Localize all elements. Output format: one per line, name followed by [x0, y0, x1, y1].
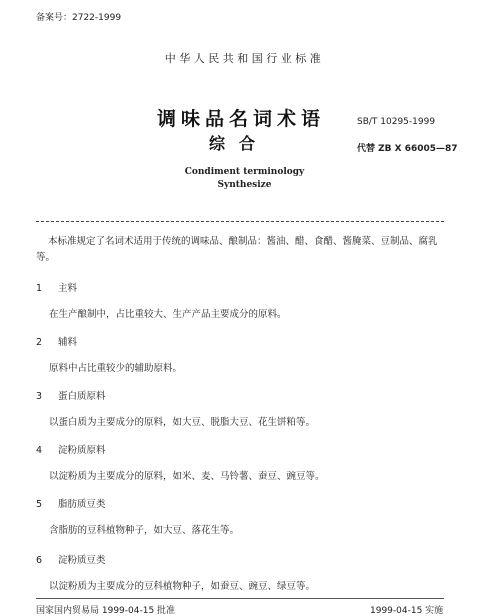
section-body: 原料中占比重较少的辅助原料。: [49, 363, 183, 374]
section-title: 蛋白质原料: [58, 391, 106, 402]
section-number: 1: [36, 283, 43, 294]
document-title: 调味品名词术语: [157, 108, 326, 130]
implementation-date: 1999-04-15 实施: [370, 606, 444, 616]
section-title: 淀粉质豆类: [58, 555, 106, 566]
section-number: 5: [36, 499, 43, 510]
section-body: 在生产酿制中，占比重较大、生产产品主要成分的原料。: [49, 309, 287, 320]
section-number: 4: [36, 445, 43, 456]
section-body: 以蛋白质为主要成分的原料，如大豆、脱脂大豆、花生饼粕等。: [49, 417, 316, 428]
approval-line: 国家国内贸易局 1999-04-15 批准: [36, 606, 176, 616]
english-subtitle: Synthesize: [217, 180, 272, 190]
bottom-divider: [36, 598, 444, 599]
section-number: 3: [36, 391, 43, 402]
section-heading: [36, 552, 106, 566]
section-heading: [36, 334, 77, 348]
section-number: 2: [36, 337, 43, 348]
section-body: 以淀粉质为主要成分的原料，如米、麦、马铃薯、蚕豆、豌豆等。: [49, 471, 325, 482]
document-subtitle: 综合: [209, 134, 270, 153]
english-title: Condiment terminology: [184, 167, 305, 177]
section-heading: [36, 442, 106, 456]
intro-paragraph: 本标准规定了名词术适用于传统的调味品、酿制品：酱油、醋、食醋、酱腌菜、豆制品、腐乳等。: [36, 236, 438, 263]
standard-organization: 中华人民共和国行业标准: [164, 52, 325, 65]
section-title: 淀粉质原料: [58, 445, 106, 456]
section-title: 主料: [58, 283, 78, 294]
section-title: 辅料: [58, 337, 78, 348]
section-heading: [36, 280, 77, 294]
replaces-code: 代替 ZB X 66005—87: [357, 144, 458, 154]
section-heading: [36, 388, 106, 402]
section-number: 6: [36, 555, 43, 566]
registration-number: 备案号：2722-1999: [36, 13, 122, 23]
section-title: 脂肪质豆类: [58, 499, 106, 510]
standard-code: SB/T 10295-1999: [357, 117, 436, 127]
section-heading: [36, 496, 106, 510]
section-body: 以淀粉质为主要成分的豆科植物种子，如蚕豆、豌豆、绿豆等。: [49, 581, 316, 592]
section-body: 含脂肪的豆科植物种子，如大豆、落花生等。: [49, 525, 240, 536]
top-divider: [36, 221, 444, 222]
